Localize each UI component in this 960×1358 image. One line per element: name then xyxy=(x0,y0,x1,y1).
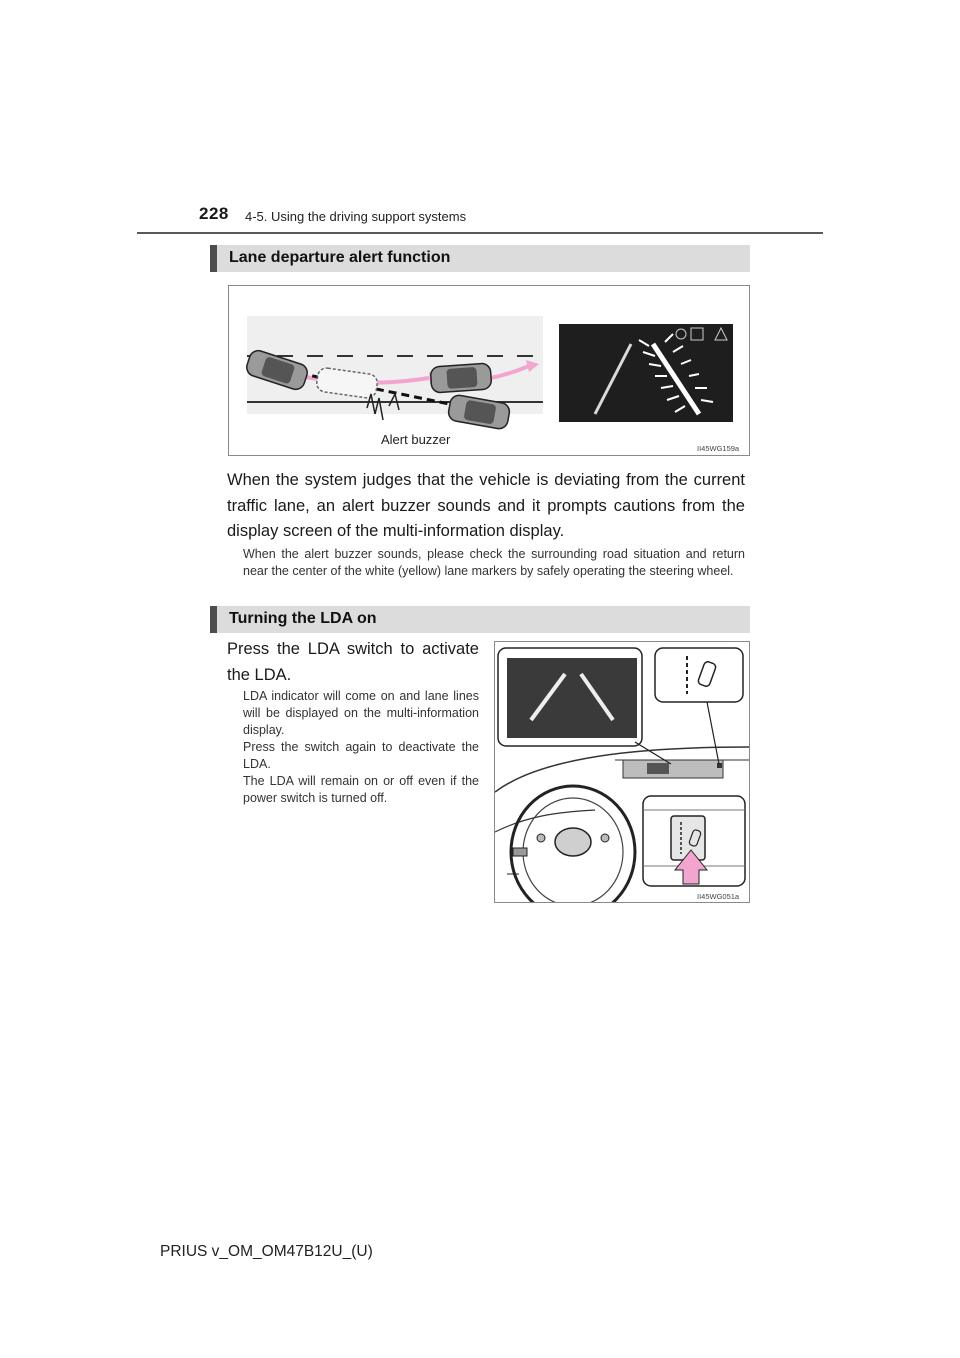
lane-departure-note: When the alert buzzer sounds, please check the surrounding road situation and return near the center of the white (yellow) lane markers by safely operating the steering wheel. xyxy=(243,547,745,578)
lda-note: LDA indicator will come on and lane lines will be displayed on the multi-information display. xyxy=(243,689,479,737)
lda-note: Press the switch again to deactivate the LDA. xyxy=(243,740,479,771)
vehicle-icon xyxy=(430,363,492,393)
lda-notes xyxy=(243,688,479,807)
page-number: 228 xyxy=(199,204,229,223)
document-id: PRIUS v_OM_OM47B12U_(U) xyxy=(160,1243,373,1260)
section-header-lane-departure xyxy=(210,245,750,272)
figure-code: II45WG051a xyxy=(697,892,740,901)
figure-code: II45WG159a xyxy=(697,444,740,453)
alert-buzzer-label: Alert buzzer xyxy=(381,432,451,447)
section-title: Lane departure alert function xyxy=(229,249,451,266)
section-header-turning-lda-on xyxy=(210,606,750,633)
lda-note: The LDA will remain on or off even if the power switch is turned off. xyxy=(243,774,479,805)
lane-departure-description: When the system judges that the vehicle is deviating from the current traffic lane, an alert buzzer sounds and it prompts cautions from the display screen of the multi-information display. xyxy=(227,471,745,540)
lane-departure-illustration xyxy=(229,286,749,455)
lda-activate-instruction: Press the LDA switch to activate the LDA. xyxy=(227,640,479,684)
lane-departure-figure xyxy=(228,285,750,456)
multi-information-display xyxy=(559,324,733,422)
section-title: Turning the LDA on xyxy=(229,610,377,627)
chapter-title: 4-5. Using the driving support systems xyxy=(245,209,467,224)
lda-switch-figure xyxy=(494,641,750,903)
header-rule xyxy=(137,232,823,234)
multi-information-display xyxy=(507,658,637,738)
dashboard-illustration xyxy=(495,642,749,902)
